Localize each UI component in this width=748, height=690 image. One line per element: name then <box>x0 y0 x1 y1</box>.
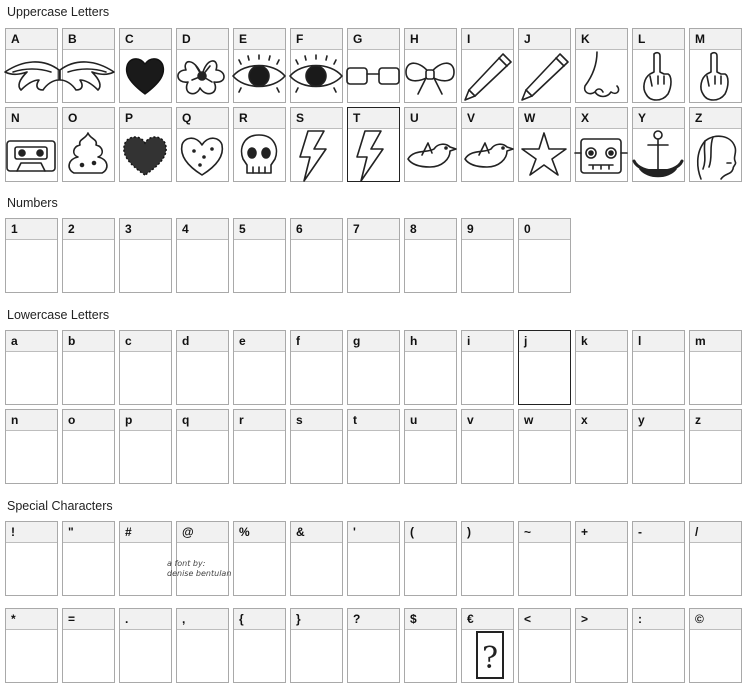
glyph-preview <box>576 129 627 181</box>
glyph-cell <box>632 608 685 683</box>
anchor-icon <box>630 129 687 181</box>
glyph-cell <box>518 330 571 405</box>
glyph-cell <box>290 28 343 103</box>
glyph-char-label: b <box>63 331 114 352</box>
glyph-preview <box>120 240 171 292</box>
glyph-cell <box>404 218 457 293</box>
glyph-char-label: Q <box>177 108 228 129</box>
glyph-cell <box>290 330 343 405</box>
glyph-preview <box>291 50 342 102</box>
glyph-preview <box>405 630 456 682</box>
svg-text:?: ? <box>481 641 499 676</box>
glyph-cell <box>461 608 514 683</box>
pencil-icon <box>516 50 573 102</box>
lightning-icon <box>345 129 402 181</box>
question-box-icon <box>459 630 516 682</box>
glyph-char-label: o <box>63 410 114 431</box>
glyph-cell <box>632 107 685 182</box>
glyph-preview <box>177 129 228 181</box>
glyph-cell <box>404 330 457 405</box>
glyph-char-label: 2 <box>63 219 114 240</box>
glyph-cell <box>62 28 115 103</box>
eye-icon <box>288 50 345 102</box>
glyph-char-label: 4 <box>177 219 228 240</box>
glyph-preview <box>63 50 114 102</box>
glyph-char-label: . <box>120 609 171 630</box>
credit-line-2: denise bentulan <box>167 569 232 578</box>
glyph-preview <box>291 630 342 682</box>
glyph-char-label: R <box>234 108 285 129</box>
glyph-preview <box>120 129 171 181</box>
cassette-icon <box>3 129 60 181</box>
glyph-cell <box>632 28 685 103</box>
pencil-icon <box>459 50 516 102</box>
glyph-char-label: Z <box>690 108 741 129</box>
glyph-preview <box>63 240 114 292</box>
glyph-char-label: B <box>63 29 114 50</box>
glyph-cell <box>5 28 58 103</box>
glyph-cell <box>62 330 115 405</box>
glyph-char-label: j <box>519 331 570 352</box>
glyph-char-label: ~ <box>519 522 570 543</box>
section-numbers-title: Numbers <box>7 196 58 210</box>
glyph-preview <box>6 630 57 682</box>
glyph-char-label: & <box>291 522 342 543</box>
glyph-char-label: X <box>576 108 627 129</box>
glyph-preview <box>519 543 570 595</box>
glyph-preview <box>690 630 741 682</box>
glyph-cell <box>62 107 115 182</box>
glyph-preview <box>234 543 285 595</box>
glyph-char-label: 7 <box>348 219 399 240</box>
glyph-cell <box>575 608 628 683</box>
glyph-cell <box>290 608 343 683</box>
glyph-preview <box>462 50 513 102</box>
glyph-cell <box>347 608 400 683</box>
glyph-cell <box>176 107 229 182</box>
glyph-cell <box>518 409 571 484</box>
glyph-cell <box>119 107 172 182</box>
section-special-title: Special Characters <box>7 499 113 513</box>
glyph-cell <box>119 330 172 405</box>
glyph-preview <box>633 630 684 682</box>
glyph-preview <box>234 240 285 292</box>
glyph-preview <box>120 50 171 102</box>
glyph-cell <box>689 409 742 484</box>
glyph-preview <box>6 352 57 404</box>
glasses-icon <box>345 50 402 102</box>
glyph-cell <box>176 330 229 405</box>
glyph-char-label: x <box>576 410 627 431</box>
glyph-cell <box>518 608 571 683</box>
glyph-char-label: a <box>6 331 57 352</box>
eye-icon <box>231 50 288 102</box>
glyph-char-label: } <box>291 609 342 630</box>
glyph-cell <box>233 28 286 103</box>
glyph-char-label: > <box>576 609 627 630</box>
nose-icon <box>573 50 630 102</box>
glyph-char-label: k <box>576 331 627 352</box>
glyph-preview <box>348 630 399 682</box>
glyph-cell <box>518 28 571 103</box>
glyph-char-label: " <box>63 522 114 543</box>
glyph-char-label: + <box>576 522 627 543</box>
glyph-char-label: p <box>120 410 171 431</box>
glyph-preview <box>519 129 570 181</box>
glyph-preview <box>519 240 570 292</box>
glyph-cell <box>689 107 742 182</box>
glyph-preview <box>405 50 456 102</box>
glyph-char-label: n <box>6 410 57 431</box>
dotted-heart-icon <box>117 129 174 181</box>
glyph-preview <box>462 129 513 181</box>
glyph-char-label: c <box>120 331 171 352</box>
glyph-char-label: N <box>6 108 57 129</box>
glyph-preview <box>63 630 114 682</box>
glyph-preview <box>633 50 684 102</box>
glyph-cell <box>575 330 628 405</box>
glyph-cell <box>347 28 400 103</box>
glyph-cell <box>233 107 286 182</box>
glyph-char-label: O <box>63 108 114 129</box>
glyph-char-label: ) <box>462 522 513 543</box>
glyph-char-label: E <box>234 29 285 50</box>
glyph-preview <box>405 431 456 483</box>
glyph-preview <box>120 543 171 595</box>
glyph-preview <box>177 240 228 292</box>
glyph-preview <box>234 50 285 102</box>
glyph-preview <box>405 240 456 292</box>
glyph-char-label: S <box>291 108 342 129</box>
glyph-char-label: q <box>177 410 228 431</box>
glyph-char-label: W <box>519 108 570 129</box>
glyph-preview <box>462 240 513 292</box>
glyph-char-label: @ <box>177 522 228 543</box>
heart-outline-icon <box>174 129 231 181</box>
glyph-char-label: C <box>120 29 171 50</box>
glyph-preview <box>63 352 114 404</box>
glyph-preview <box>633 129 684 181</box>
credit-text <box>167 559 231 579</box>
glyph-char-label: f <box>291 331 342 352</box>
glyph-cell <box>689 28 742 103</box>
glyph-char-label: h <box>405 331 456 352</box>
glyph-preview <box>120 352 171 404</box>
glyph-char-label: P <box>120 108 171 129</box>
glyph-cell <box>176 409 229 484</box>
glyph-preview <box>576 543 627 595</box>
glyph-cell <box>461 409 514 484</box>
glyph-cell <box>461 330 514 405</box>
robot-icon <box>573 129 630 181</box>
glyph-cell <box>689 521 742 596</box>
glyph-char-label: ! <box>6 522 57 543</box>
glyph-preview <box>348 543 399 595</box>
glyph-preview <box>633 543 684 595</box>
glyph-cell <box>632 521 685 596</box>
glyph-char-label: m <box>690 331 741 352</box>
glyph-char-label: F <box>291 29 342 50</box>
glyph-char-label: l <box>633 331 684 352</box>
glyph-cell <box>404 608 457 683</box>
glyph-char-label: ? <box>348 609 399 630</box>
glyph-char-label: s <box>291 410 342 431</box>
glyph-cell <box>689 330 742 405</box>
glyph-cell <box>5 521 58 596</box>
glyph-preview <box>234 431 285 483</box>
glyph-cell <box>347 218 400 293</box>
glyph-char-label: J <box>519 29 570 50</box>
glyph-preview <box>690 543 741 595</box>
glyph-char-label: g <box>348 331 399 352</box>
section-lowercase-title: Lowercase Letters <box>7 308 110 322</box>
glyph-preview <box>177 352 228 404</box>
glyph-preview <box>690 50 741 102</box>
glyph-char-label: A <box>6 29 57 50</box>
glyph-char-label: # <box>120 522 171 543</box>
glyph-preview <box>462 431 513 483</box>
glyph-cell <box>290 409 343 484</box>
glyph-char-label: e <box>234 331 285 352</box>
glyph-cell <box>461 218 514 293</box>
glyph-preview <box>177 431 228 483</box>
glyph-preview <box>234 630 285 682</box>
glyph-preview <box>405 129 456 181</box>
glyph-char-label: H <box>405 29 456 50</box>
heart-icon <box>117 50 174 102</box>
bird-icon <box>459 129 516 181</box>
glyph-preview <box>6 543 57 595</box>
glyph-preview <box>120 630 171 682</box>
glyph-preview <box>348 352 399 404</box>
glyph-cell <box>233 608 286 683</box>
glyph-preview <box>633 352 684 404</box>
glyph-cell <box>575 107 628 182</box>
glyph-char-label: % <box>234 522 285 543</box>
glyph-preview <box>120 431 171 483</box>
glyph-preview <box>519 50 570 102</box>
glyph-char-label: v <box>462 410 513 431</box>
face-icon <box>687 129 744 181</box>
glyph-cell <box>347 521 400 596</box>
glyph-char-label: 3 <box>120 219 171 240</box>
glyph-preview <box>690 431 741 483</box>
glyph-cell <box>404 409 457 484</box>
glyph-preview <box>462 543 513 595</box>
glyph-char-label: ' <box>348 522 399 543</box>
glyph-cell <box>290 218 343 293</box>
skull-icon <box>231 129 288 181</box>
glyph-cell <box>119 521 172 596</box>
glyph-char-label: : <box>633 609 684 630</box>
glyph-char-label: t <box>348 410 399 431</box>
glyph-cell <box>347 409 400 484</box>
glyph-cell <box>290 107 343 182</box>
glyph-preview <box>291 129 342 181</box>
glyph-preview <box>177 50 228 102</box>
glyph-preview <box>234 129 285 181</box>
glyph-cell <box>461 28 514 103</box>
glyph-preview <box>576 50 627 102</box>
glyph-cell <box>347 330 400 405</box>
glyph-preview <box>63 431 114 483</box>
glyph-preview <box>6 240 57 292</box>
glyph-preview <box>519 352 570 404</box>
glyph-char-label: I <box>462 29 513 50</box>
glyph-preview <box>348 129 399 181</box>
glyph-cell <box>575 28 628 103</box>
glyph-preview <box>348 431 399 483</box>
glyph-cell <box>290 521 343 596</box>
hand-icon <box>630 50 687 102</box>
hand-icon <box>687 50 744 102</box>
glyph-preview <box>519 431 570 483</box>
glyph-preview <box>690 129 741 181</box>
glyph-char-label: * <box>6 609 57 630</box>
glyph-preview <box>576 431 627 483</box>
glyph-preview <box>63 543 114 595</box>
glyph-cell <box>632 330 685 405</box>
glyph-preview <box>348 240 399 292</box>
glyph-char-label: D <box>177 29 228 50</box>
glyph-char-label: K <box>576 29 627 50</box>
glyph-char-label: = <box>63 609 114 630</box>
glyph-preview <box>291 543 342 595</box>
lightning-icon <box>288 129 345 181</box>
glyph-cell <box>575 521 628 596</box>
glyph-char-label: € <box>462 609 513 630</box>
glyph-preview <box>6 431 57 483</box>
flower-icon <box>174 50 231 102</box>
bird-icon <box>402 129 459 181</box>
glyph-cell <box>404 28 457 103</box>
glyph-char-label: 9 <box>462 219 513 240</box>
glyph-cell <box>5 330 58 405</box>
glyph-cell <box>404 107 457 182</box>
poop-icon <box>60 129 117 181</box>
glyph-char-label: M <box>690 29 741 50</box>
glyph-cell <box>518 107 571 182</box>
glyph-char-label: 0 <box>519 219 570 240</box>
glyph-cell <box>461 107 514 182</box>
glyph-cell <box>575 409 628 484</box>
glyph-char-label: Y <box>633 108 684 129</box>
glyph-preview <box>291 431 342 483</box>
glyph-char-label: V <box>462 108 513 129</box>
glyph-cell <box>119 608 172 683</box>
glyph-cell <box>5 409 58 484</box>
glyph-char-label: 6 <box>291 219 342 240</box>
glyph-char-label: z <box>690 410 741 431</box>
glyph-cell <box>176 608 229 683</box>
glyph-cell <box>62 608 115 683</box>
glyph-cell <box>632 409 685 484</box>
wings-right-icon <box>60 50 117 102</box>
glyph-preview <box>405 352 456 404</box>
glyph-char-label: 5 <box>234 219 285 240</box>
glyph-cell <box>233 521 286 596</box>
glyph-preview <box>63 129 114 181</box>
glyph-char-label: L <box>633 29 684 50</box>
glyph-preview <box>633 431 684 483</box>
glyph-char-label: U <box>405 108 456 129</box>
section-uppercase-title: Uppercase Letters <box>7 5 110 19</box>
glyph-preview <box>291 240 342 292</box>
glyph-char-label: 8 <box>405 219 456 240</box>
glyph-char-label: < <box>519 609 570 630</box>
glyph-char-label: , <box>177 609 228 630</box>
glyph-char-label: y <box>633 410 684 431</box>
glyph-preview <box>177 630 228 682</box>
glyph-cell <box>62 218 115 293</box>
glyph-cell <box>233 409 286 484</box>
glyph-preview <box>291 352 342 404</box>
glyph-cell <box>176 218 229 293</box>
glyph-cell <box>5 107 58 182</box>
glyph-preview <box>690 352 741 404</box>
glyph-preview <box>519 630 570 682</box>
wings-left-icon <box>3 50 60 102</box>
glyph-cell <box>5 608 58 683</box>
glyph-preview <box>576 352 627 404</box>
glyph-char-label: i <box>462 331 513 352</box>
glyph-cell <box>518 521 571 596</box>
glyph-char-label: $ <box>405 609 456 630</box>
glyph-cell <box>233 330 286 405</box>
glyph-cell <box>62 521 115 596</box>
glyph-char-label: © <box>690 609 741 630</box>
credit-line-1: a font by: <box>167 559 206 568</box>
glyph-cell <box>5 218 58 293</box>
glyph-char-label: T <box>348 108 399 129</box>
glyph-preview <box>576 630 627 682</box>
glyph-char-label: d <box>177 331 228 352</box>
glyph-char-label: 1 <box>6 219 57 240</box>
glyph-cell <box>233 218 286 293</box>
glyph-char-label: w <box>519 410 570 431</box>
star-icon <box>516 129 573 181</box>
glyph-cell <box>404 521 457 596</box>
glyph-char-label: r <box>234 410 285 431</box>
glyph-cell <box>461 521 514 596</box>
glyph-char-label: u <box>405 410 456 431</box>
glyph-preview <box>462 352 513 404</box>
glyph-char-label: - <box>633 522 684 543</box>
glyph-cell <box>119 28 172 103</box>
glyph-char-label: G <box>348 29 399 50</box>
glyph-preview <box>234 352 285 404</box>
glyph-char-label: / <box>690 522 741 543</box>
glyph-cell <box>689 608 742 683</box>
glyph-preview <box>462 630 513 682</box>
glyph-cell <box>176 28 229 103</box>
glyph-preview <box>6 50 57 102</box>
glyph-cell <box>62 409 115 484</box>
glyph-cell <box>518 218 571 293</box>
glyph-cell <box>119 409 172 484</box>
glyph-preview <box>6 129 57 181</box>
glyph-preview <box>405 543 456 595</box>
glyph-preview <box>348 50 399 102</box>
glyph-char-label: ( <box>405 522 456 543</box>
glyph-cell <box>119 218 172 293</box>
glyph-char-label: { <box>234 609 285 630</box>
bow-icon <box>402 50 459 102</box>
glyph-cell <box>347 107 400 182</box>
